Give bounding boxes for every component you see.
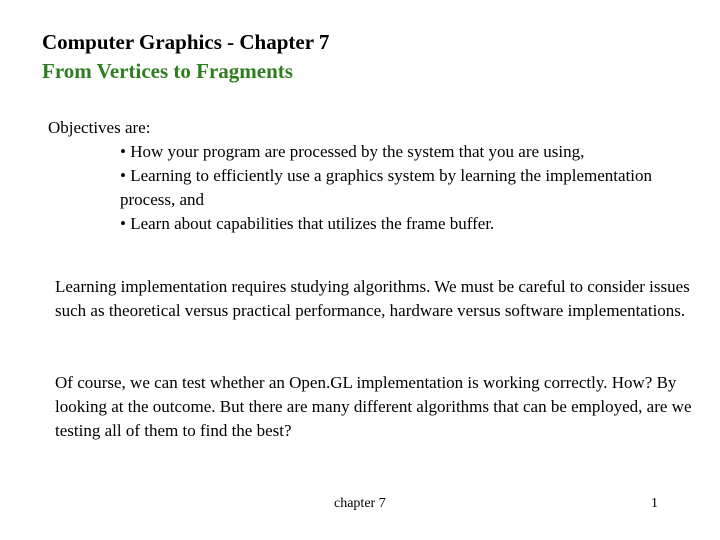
footer-page-number: 1 (651, 496, 658, 511)
body-paragraph: Learning implementation requires studying algorithms. We must be careful to consider issues such as theoretical versus practical performance, hardware versus software implementations. (55, 277, 690, 320)
body-paragraph: Of course, we can test whether an Open.GL implementation is working correctly. How? By looking at the outcome. But there are many different algorithms that can be employed, are we testing all of them to find the best? (55, 373, 692, 440)
objective-item: • Learning to efficiently use a graphics system by learning the implementation process, and (120, 166, 653, 209)
slide-title: Computer Graphics - Chapter 7 (42, 30, 330, 54)
objectives-heading: Objectives are: (48, 118, 151, 137)
objectives-section (48, 116, 708, 236)
objective-item: • How your program are processed by the system that you are using, (120, 142, 585, 161)
footer-chapter-label: chapter 7 (334, 496, 386, 511)
objective-item: • Learn about capabilities that utilizes the frame buffer. (120, 214, 495, 233)
objectives-list (48, 140, 680, 236)
slide-subtitle: From Vertices to Fragments (42, 59, 293, 83)
slide-title-block (42, 28, 329, 86)
